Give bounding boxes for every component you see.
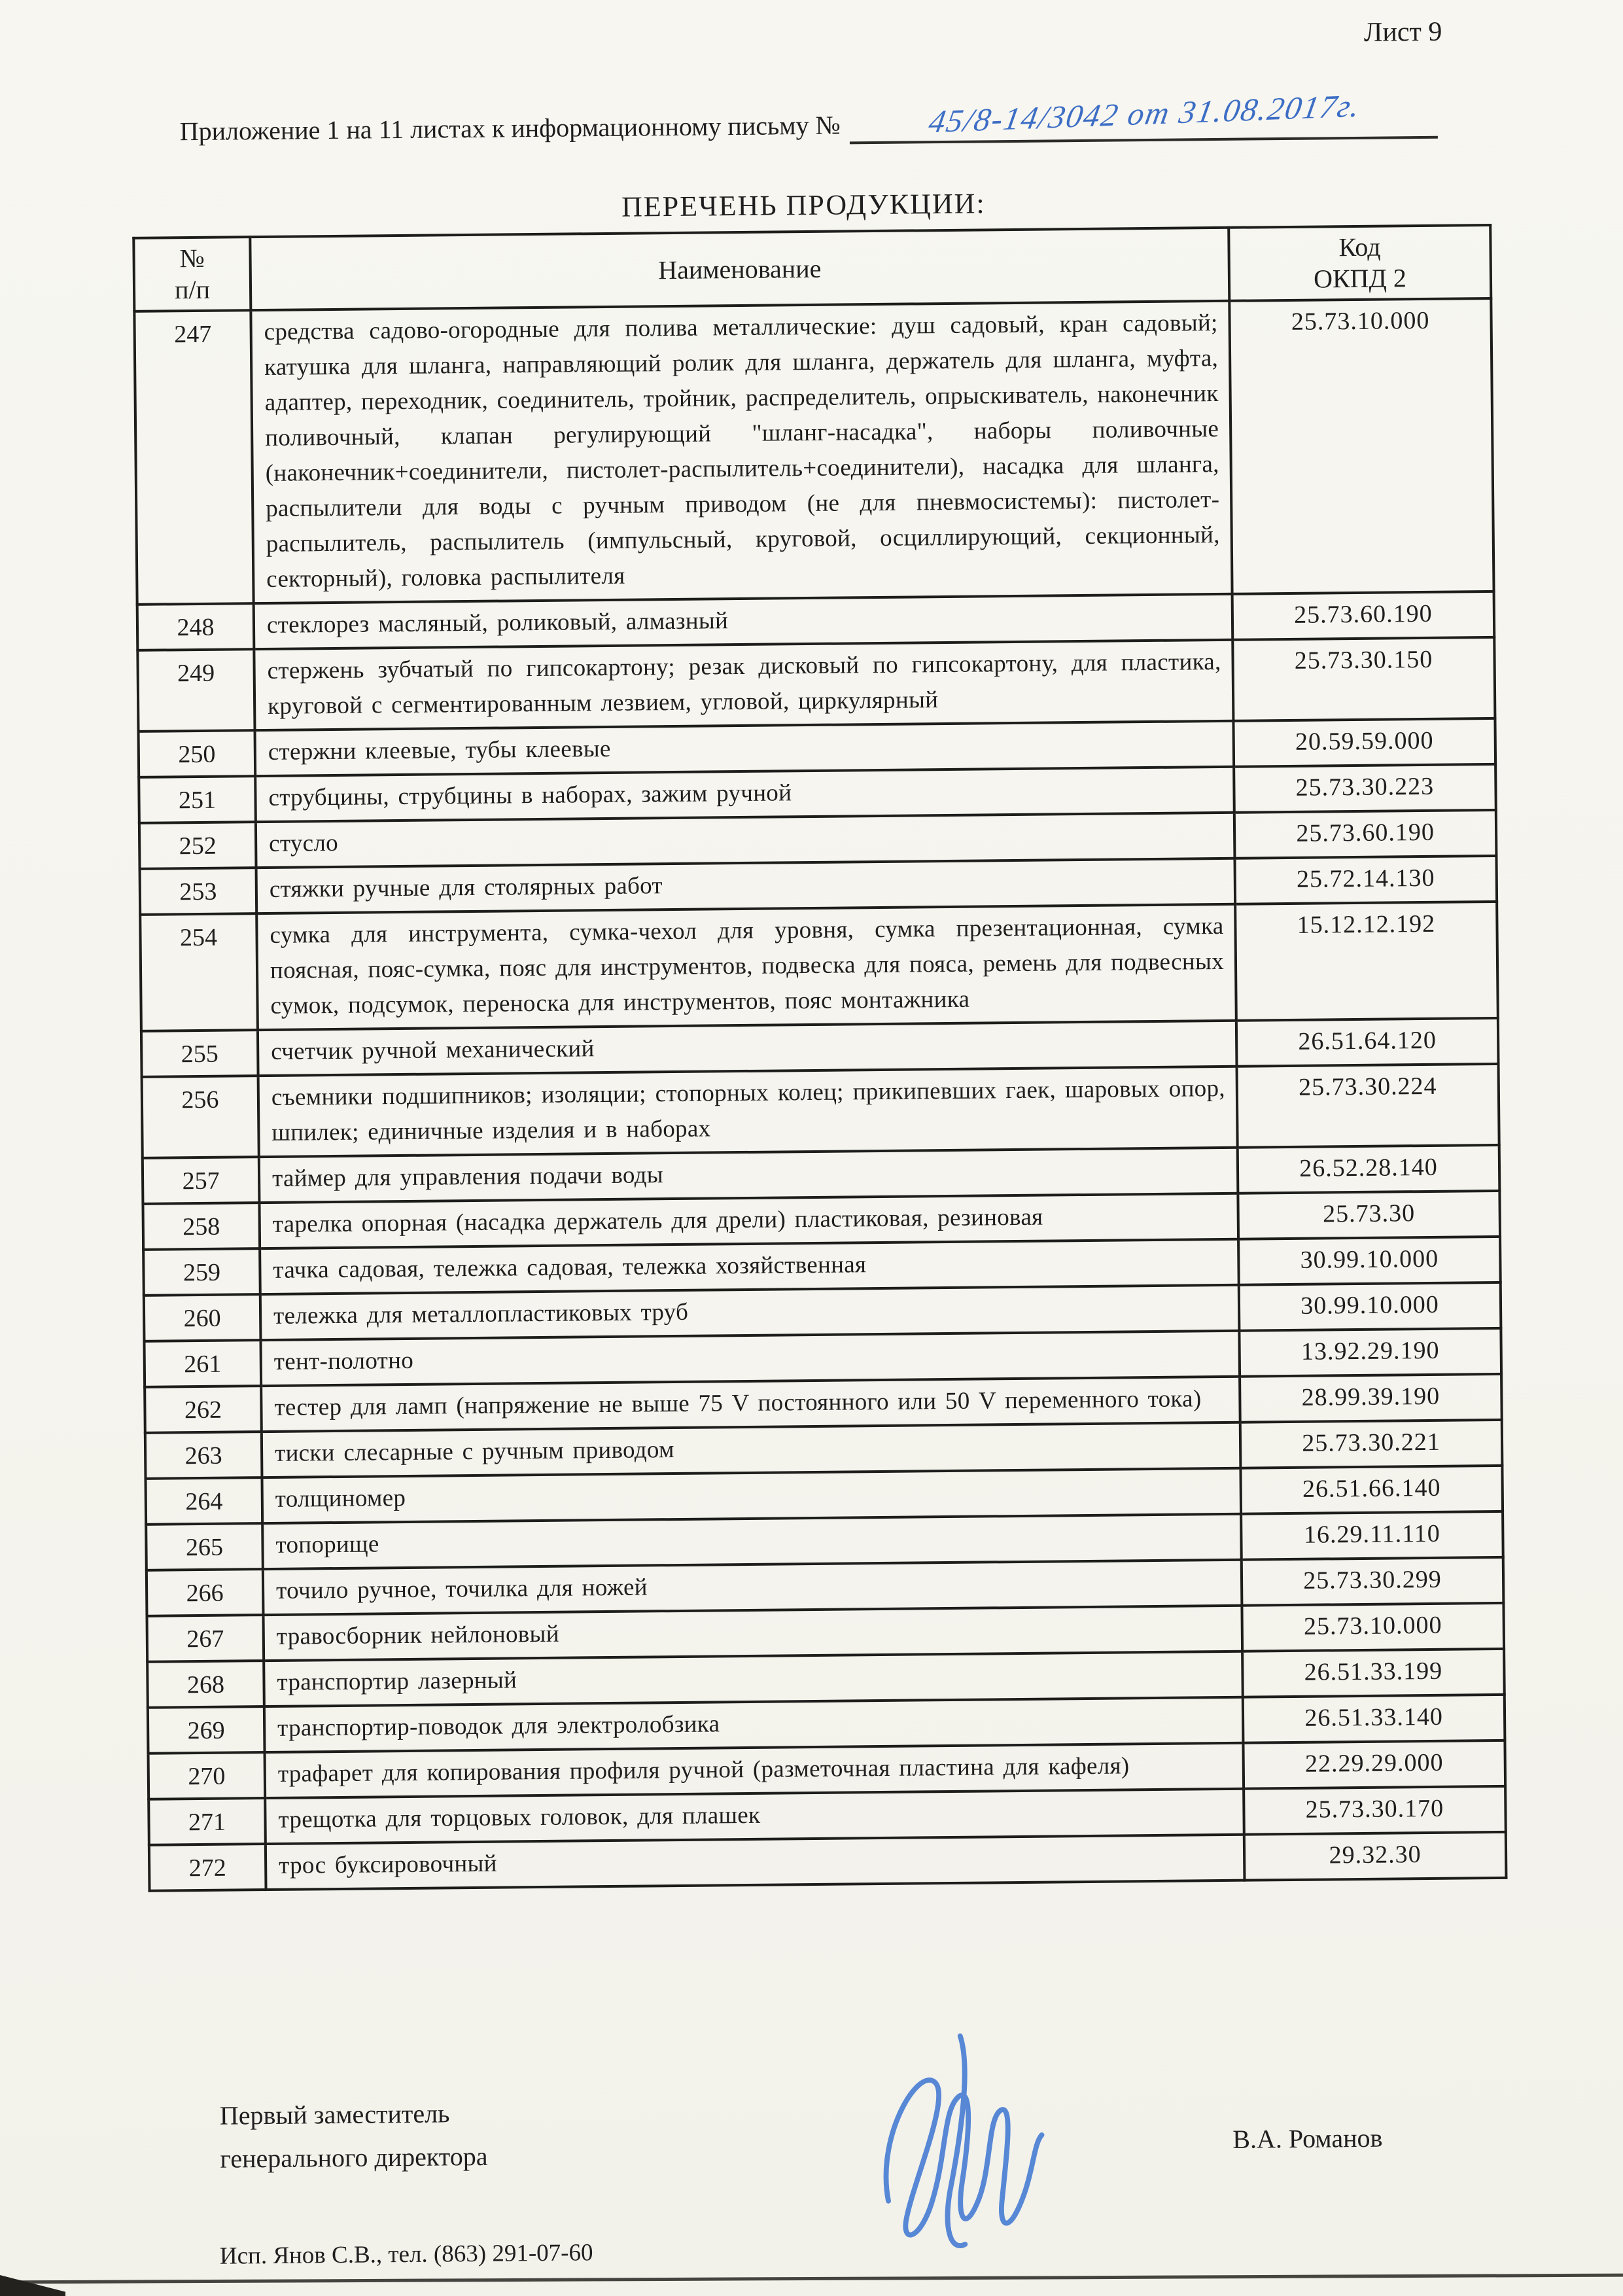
letter-number-underline [849,87,1438,145]
row-number-cell: 249 [137,649,254,732]
row-number-cell: 271 [148,1798,266,1845]
table-header [133,225,1491,311]
row-number-cell: 253 [140,868,257,915]
row-name-cell: точило ручное, точилка для ножей [263,1560,1242,1615]
row-code-cell: 25.73.30.224 [1237,1064,1499,1148]
row-number-cell: 255 [141,1030,258,1077]
row-code-cell: 25.73.30.170 [1244,1786,1506,1835]
row-name-cell: топорище [262,1514,1242,1569]
row-code-cell: 25.73.30.150 [1232,637,1495,721]
row-number-cell: 270 [148,1752,266,1799]
row-name-cell: трещотка для торцовых головок, для плашек [265,1789,1244,1844]
row-name-cell: счетчик ручной механический [258,1021,1237,1076]
row-name-cell: стусло [256,813,1235,868]
row-name-cell: тестер для ламп (напряжение не выше 75 V постоянного или 50 V переменного тока) [261,1377,1240,1432]
executor-contact-line: Исп. Янов С.В., тел. (863) 291-07-60 [219,2239,593,2270]
header-cell-num [133,237,251,311]
row-code-cell: 26.52.28.140 [1238,1145,1500,1193]
header-num-line2: п/п [174,274,211,305]
row-code-cell: 25.73.10.000 [1242,1603,1504,1651]
row-number-cell: 252 [139,822,256,869]
row-code-cell: 25.73.30.221 [1240,1420,1503,1468]
row-name-cell: стержни клеевые, тубы клеевые [255,721,1234,776]
table-row [142,1064,1499,1158]
row-number-cell: 260 [144,1294,261,1341]
row-name-cell: сумка для инструмента, сумка-чехол для уровня, сумка презентационная, сумка поясная, пояс-сумка, пояс для инструментов, подвеска для пояса, ремень для подвесных сумок, подсумок, переноска для инструментов, пояс монтажника [256,904,1236,1030]
document-title: ПЕРЕЧЕНЬ ПРОДУКЦИИ: [621,187,986,223]
header-code-line2: ОКПД 2 [1313,263,1407,294]
row-name-cell: стяжки ручные для столярных работ [256,858,1236,913]
table-header-row [133,225,1491,311]
row-code-cell: 22.29.29.000 [1243,1740,1505,1789]
table-row [140,902,1498,1031]
row-number-cell: 256 [142,1076,259,1158]
signer-position-line1: Первый заместитель [219,2098,450,2130]
row-code-cell: 25.73.30.223 [1234,764,1496,813]
row-number-cell: 272 [149,1844,266,1891]
row-number-cell: 266 [147,1569,264,1616]
row-code-cell: 16.29.11.110 [1241,1511,1503,1560]
table-row [137,637,1495,732]
row-name-cell: трафарет для копирования профиля ручной (разметочная пластина для кафеля) [265,1743,1244,1798]
row-number-cell: 250 [139,730,256,777]
row-number-cell: 259 [143,1248,260,1296]
signer-position-block [220,2092,488,2181]
row-code-cell: 25.73.10.000 [1229,298,1493,594]
row-code-cell: 26.51.64.120 [1236,1018,1499,1067]
appendix-prefix-text: Приложение 1 на 11 листах к информационному письму № [179,110,841,147]
row-name-cell: съемники подшипников; изоляции; стопорных колец; прикипевших гаек, шаровых опор, шпилек; единичные изделия и в наборах [258,1067,1238,1157]
row-number-cell: 251 [139,776,256,823]
sheet-number-label: Лист 9 [1363,16,1442,48]
row-code-cell: 30.99.10.000 [1239,1282,1501,1331]
product-list-table [132,224,1507,1892]
row-name-cell: таймер для управления подачи воды [259,1148,1238,1203]
row-name-cell: тиски слесарные с ручным приводом [262,1422,1241,1477]
row-code-cell: 26.51.66.140 [1240,1466,1503,1514]
appendix-line [179,87,1437,150]
row-code-cell: 25.73.60.190 [1234,810,1497,858]
header-cell-name: Наименование [250,228,1229,310]
header-code-line1: Код [1338,232,1381,262]
row-name-cell: тачка садовая, тележка садовая, тележка хозяйственная [260,1239,1239,1294]
signature-scribble [842,2024,1093,2269]
row-code-cell: 15.12.12.192 [1235,902,1498,1021]
row-number-cell: 248 [137,603,254,650]
row-number-cell: 269 [148,1706,265,1754]
row-name-cell: транспортир-поводок для электролобзика [264,1697,1244,1752]
row-name-cell: тент-полотно [260,1331,1240,1386]
row-number-cell: 262 [145,1386,262,1433]
row-name-cell: стержень зубчатый по гипсокартону; резак дисковый по гипсокартону, для пластика, круговой с сегментированным лезвием, угловой, циркулярный [254,640,1233,730]
row-code-cell: 20.59.59.000 [1233,718,1495,767]
row-name-cell: толщиномер [262,1468,1241,1523]
row-number-cell: 264 [145,1477,262,1525]
row-name-cell: струбцины, струбцины в наборах, зажим ручной [255,767,1234,822]
row-number-cell: 267 [147,1615,264,1662]
row-name-cell: трос буксировочный [266,1835,1245,1890]
row-name-cell: средства садово-огородные для полива металлические: душ садовый, кран садовый; катушка для шланга, направляющий ролик для шланга, держатель для шланга, муфта, адаптер, переходник, соединитель, тройник, распределитель, опрыскиватель, наконечник поливочный, клапан регулирующий "шланг-насадка", наборы поливочные (наконечник+соединители, пистолет-распылитель+соединители), насадка для шланга, распылители для воды с ручным приводом (не для пневмосистемы): пистолет-распылитель, распылитель (импульсный, круговой, осциллирующий, секционный, секторный), головка распылителя [251,301,1232,603]
row-name-cell: стеклорез масляный, роликовый, алмазный [254,594,1233,649]
row-code-cell: 29.32.30 [1244,1832,1507,1881]
row-code-cell: 30.99.10.000 [1238,1237,1501,1285]
row-name-cell: транспортир лазерный [264,1651,1243,1706]
table-row [134,298,1493,605]
row-code-cell: 26.51.33.140 [1243,1695,1505,1743]
row-name-cell: травосборник нейлоновый [263,1606,1242,1661]
row-number-cell: 258 [143,1203,260,1250]
row-number-cell: 247 [134,310,253,605]
row-code-cell: 28.99.39.190 [1240,1374,1502,1422]
signer-position-line2: генерального директора [220,2141,488,2174]
row-name-cell: тарелка опорная (насадка держатель для дрели) пластиковая, резиновая [259,1193,1238,1248]
row-number-cell: 263 [145,1432,262,1479]
row-number-cell: 265 [146,1523,263,1570]
header-cell-code [1229,225,1491,301]
row-code-cell: 26.51.33.199 [1242,1649,1505,1697]
row-code-cell: 25.73.60.190 [1232,592,1495,640]
row-code-cell: 13.92.29.190 [1239,1328,1501,1377]
row-number-cell: 257 [143,1157,260,1204]
table-body [134,298,1506,1891]
header-num-line1: № [179,243,205,274]
row-number-cell: 268 [147,1661,264,1708]
row-code-cell: 25.73.30.299 [1242,1557,1504,1606]
signer-name: В.А. Романов [1232,2123,1383,2154]
row-number-cell: 261 [144,1340,261,1387]
row-number-cell: 254 [140,913,258,1031]
row-code-cell: 25.72.14.130 [1234,856,1497,904]
row-code-cell: 25.73.30 [1238,1191,1500,1239]
row-name-cell: тележка для металлопластиковых труб [260,1285,1240,1340]
handwritten-letter-number: 45/8-14/3042 от 31.08.2017г. [926,87,1364,140]
